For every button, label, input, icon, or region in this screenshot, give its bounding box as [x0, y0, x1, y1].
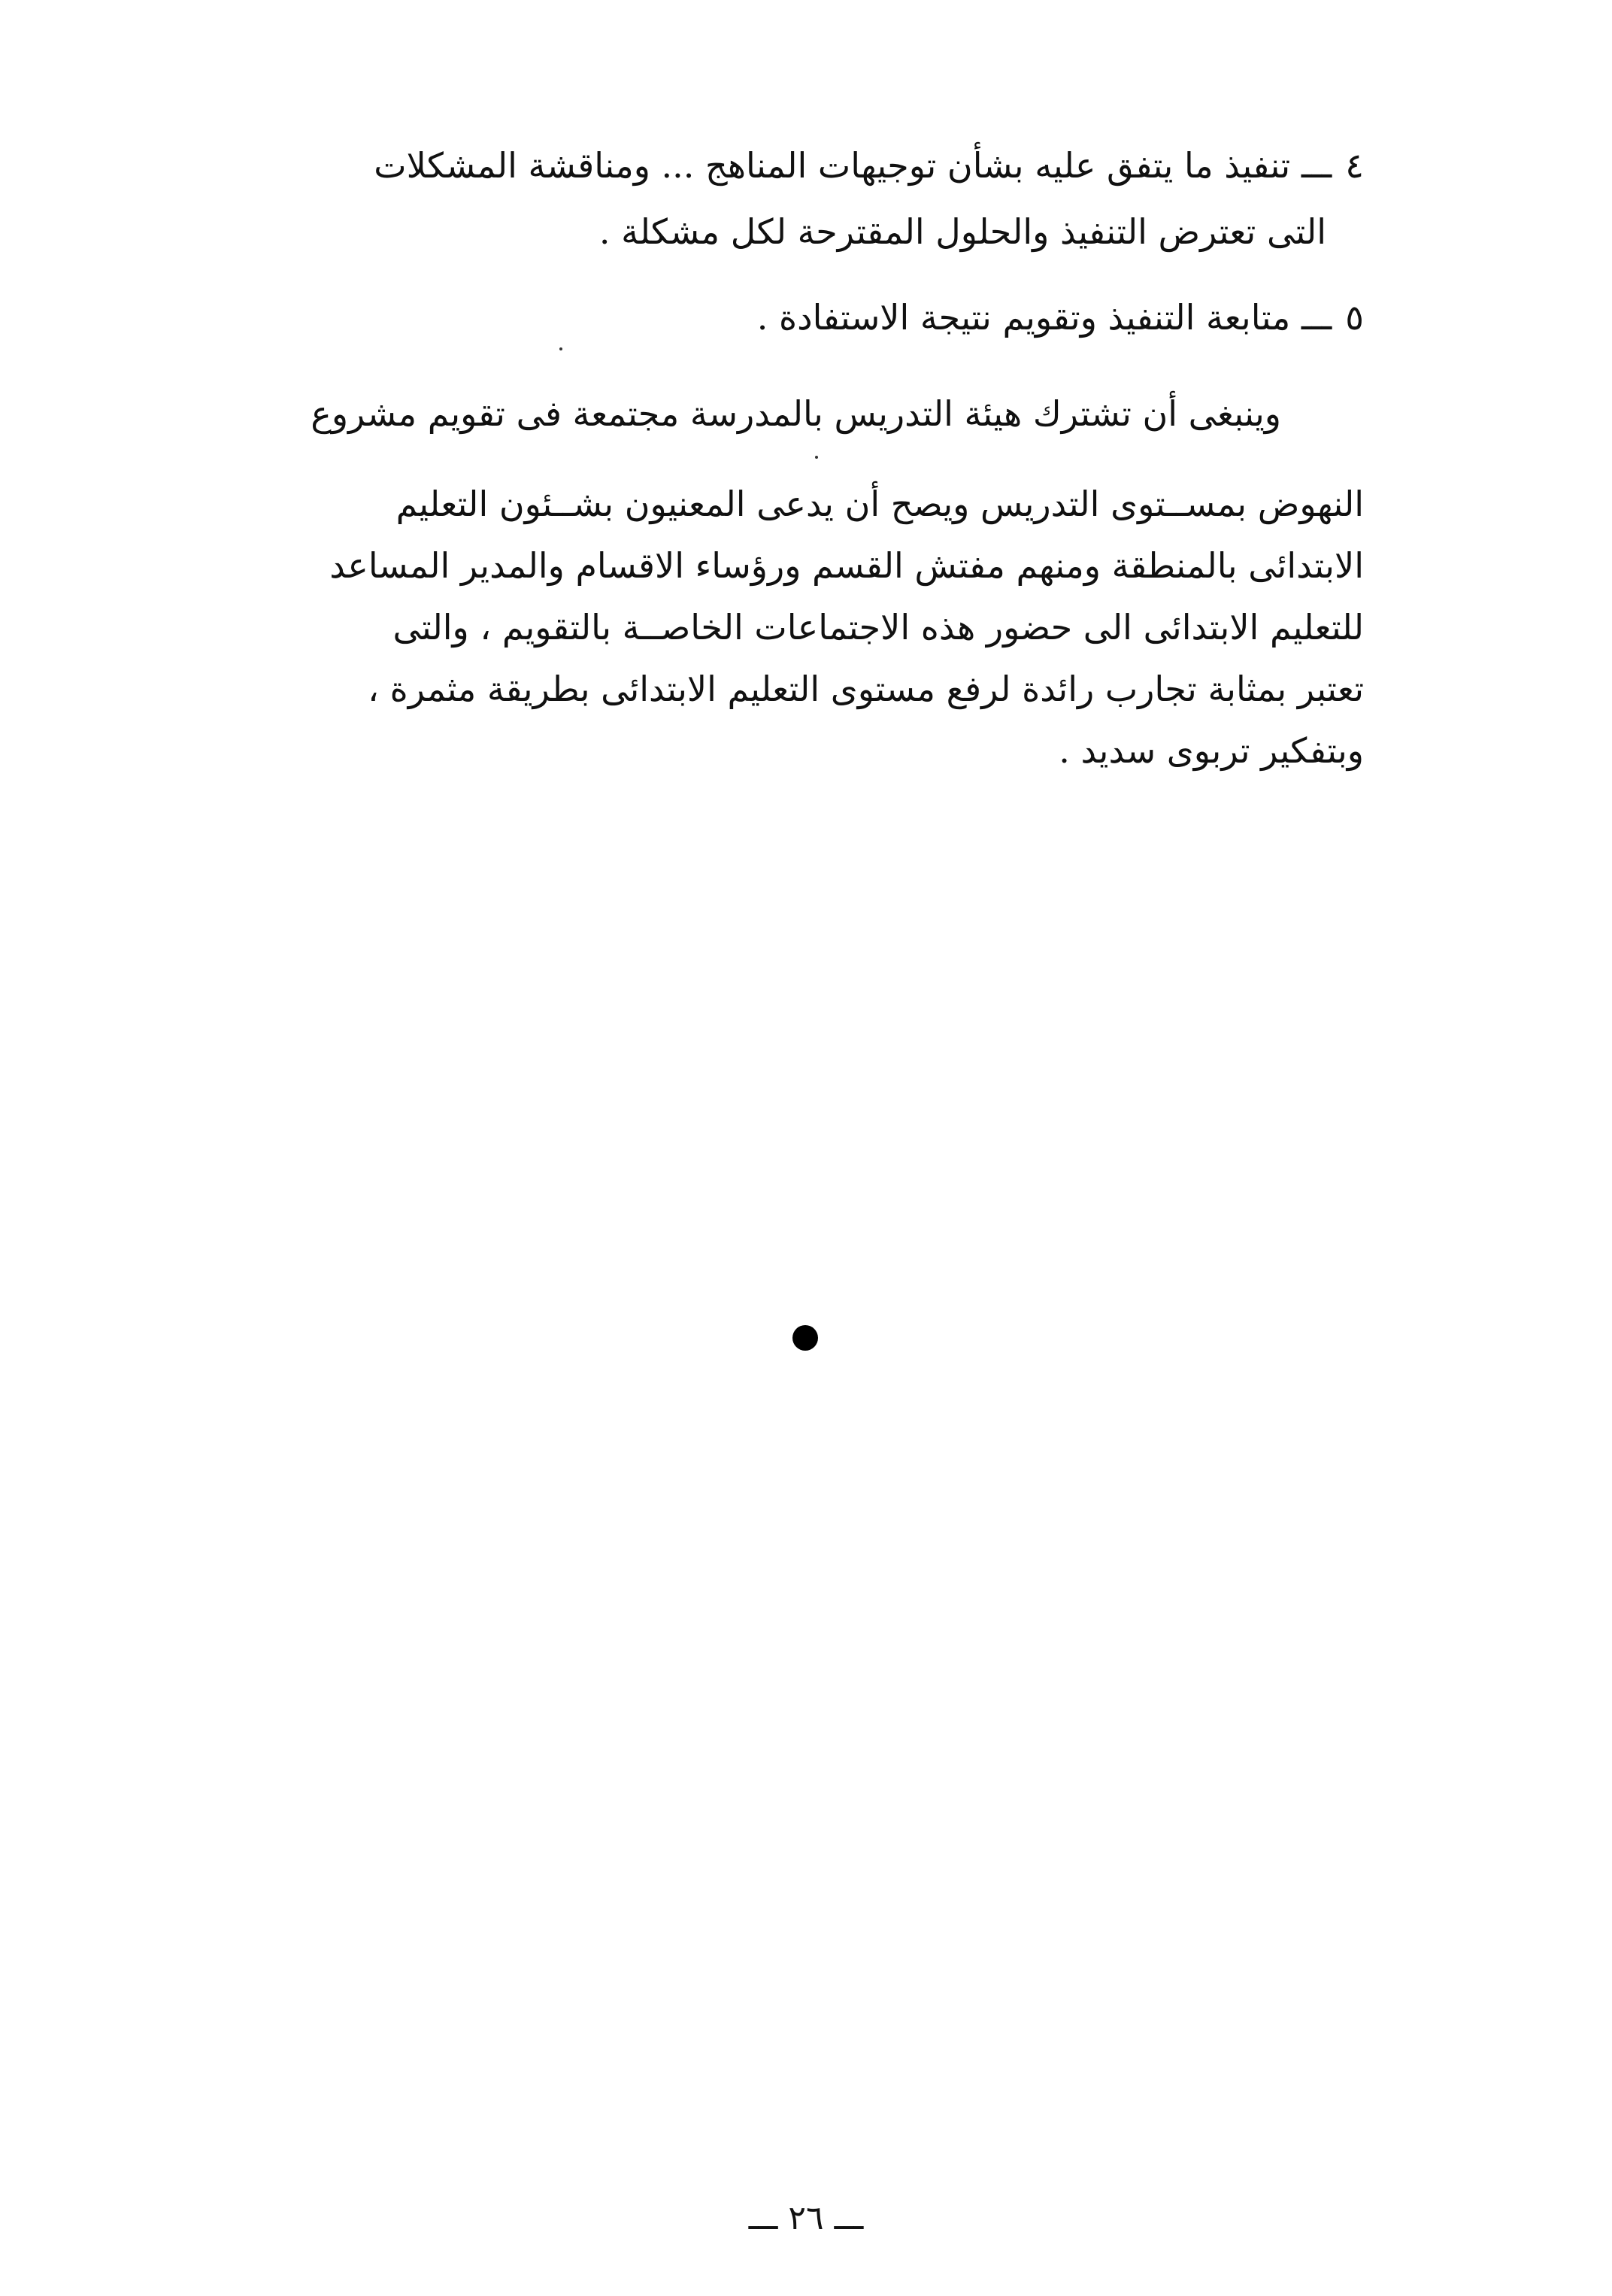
page-number: ـــ ٢٦ ـــ [748, 2199, 864, 2237]
paragraph-line-1: وينبغى أن تشترك هيئة التدريس بالمدرسة مجتمعة فى تقويم مشروع [311, 393, 1281, 434]
list-item-5-line-1 [757, 295, 1364, 340]
list-item-4-line-2: التى تعترض التنفيذ والحلول المقترحة لكل مشكلة . [598, 211, 1326, 252]
paragraph-line-5: تعتبر بمثابة تجارب رائدة لرفع مستوى التعليم الابتدائى بطريقة مثمرة ، [368, 669, 1364, 709]
ink-dot-mark [792, 1325, 818, 1351]
list-item-text: ـــ تنفيذ ما يتفق عليه بشأن توجيهات المناهج ... ومناقشة المشكلات [374, 145, 1332, 186]
paragraph-line-3: الابتدائى بالمنطقة ومنهم مفتش القسم ورؤساء الاقسام والمدير المساعد [329, 545, 1364, 586]
list-item-4-line-1 [374, 143, 1364, 188]
paragraph-line-4: للتعليم الابتدائى الى حضور هذه الاجتماعات الخاصــة بالتقويم ، والتى [392, 607, 1364, 648]
paragraph-line-6: وبتفكير تربوى سديد . [1059, 730, 1364, 771]
paragraph-line-2: النهوض بمســتوى التدريس ويصح أن يدعى المعنيون بشــئون التعليم [395, 484, 1364, 524]
list-item-text: ـــ متابعة التنفيذ وتقويم نتيجة الاستفادة . [756, 297, 1332, 338]
list-item-number: ٤ [1345, 145, 1364, 186]
speck-mark [559, 347, 562, 350]
speck-mark [815, 456, 818, 459]
list-item-number: ٥ [1345, 297, 1364, 338]
